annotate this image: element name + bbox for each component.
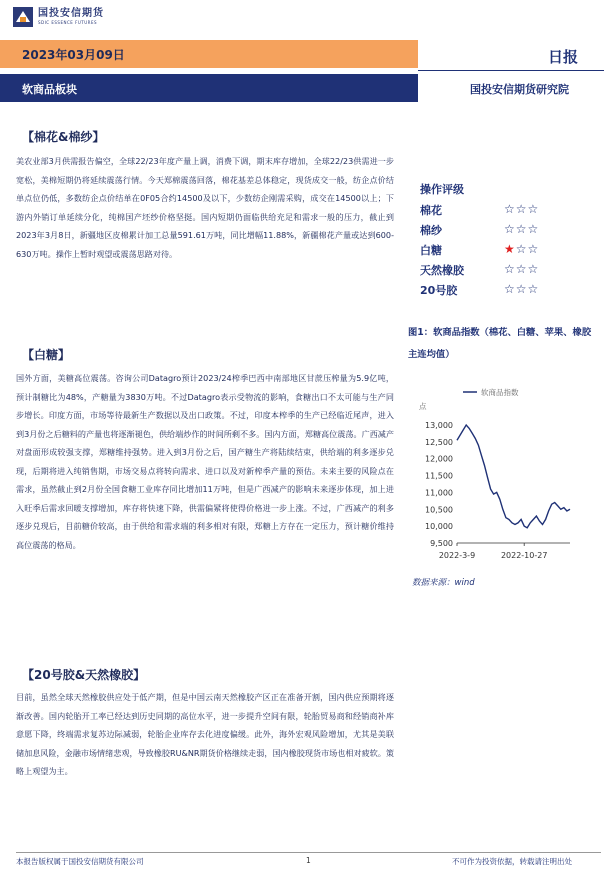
y-tick-label: 10,500 bbox=[425, 505, 453, 515]
y-tick-label: 9,500 bbox=[430, 539, 453, 548]
rating-row bbox=[420, 242, 539, 258]
figure-source: 数据来源：wind bbox=[412, 578, 475, 588]
logo-name-cn: 国投安信期货 bbox=[38, 8, 104, 19]
rating-stars bbox=[504, 222, 539, 238]
star-empty-icon: ☆ bbox=[515, 282, 528, 296]
rating-row bbox=[420, 202, 539, 218]
rating-name: 白糖 bbox=[420, 244, 442, 257]
rating-stars bbox=[504, 282, 539, 298]
section-text-sugar: 国外方面，美糖高位震荡。咨询公司Datagro预计2023/24榨季巴西中南部地区甘蔗压榨量为5.9亿吨，预计制糖比为48%，产糖量为3830万吨。不过Datagro表示受物流的影响，食糖出口不太可能与生产同步增长。印度方面，市场等待最新生产数据以及出口政策。不过，印度本榨季的生产已经临近尾声，进入到3月份之后糖料的产量也将逐渐褪色，供给端炒作的时间所剩不多。国内方面，郑糖高位震荡。广西减产对盘面形成较强支撑，郑糖维持强势。进入到3月份之后，国产糖生产将陆续结束，供给端的利多逐步兑现，后期将进入纯销售期，市场交易点将转向需求、进口以及对新榨季产量的预估。未来主要的风险点在需求，虽然截止到2月份全国食糖工业库存同比增加11万吨，但是广西减产的影响未来逐步体现，加上进入旺季后需求回暖支撑增加，库存将快速下降，供需偏紧将使得价格进一步上涨。不过，广西减产的利多逐步兑现后，目前糖价较高，由于供给和需求端的利多相对有限，郑糖上方存在一定压力，预计糖价维持高位震荡的格局。 bbox=[16, 373, 394, 550]
legend-label: 软商品指数 bbox=[481, 388, 519, 397]
rating-row bbox=[420, 222, 539, 238]
page-number: 1 bbox=[306, 856, 311, 865]
footer-copyright: 本报告版权属于国投安信期货有限公司 bbox=[16, 857, 144, 866]
rating-name: 天然橡胶 bbox=[420, 264, 464, 277]
y-tick-label: 12,000 bbox=[425, 454, 453, 464]
footer-disclaimer: 不可作为投资依据，转载请注明出处 bbox=[452, 857, 572, 866]
star-empty-icon: ☆ bbox=[515, 202, 528, 216]
logo-icon bbox=[12, 6, 34, 28]
star-empty-icon: ☆ bbox=[527, 202, 540, 216]
figure-caption: 图1：软商品指数（棉花、白糖、苹果、橡胶主连均值） bbox=[408, 327, 592, 360]
y-tick-label: 10,000 bbox=[425, 522, 453, 532]
section-title-cotton: 【棉花&棉纱】 bbox=[22, 130, 105, 144]
rating-name: 棉花 bbox=[420, 204, 442, 217]
star-empty-icon: ☆ bbox=[504, 282, 516, 296]
rating-title: 操作评级 bbox=[420, 183, 464, 196]
section-title-sugar: 【白糖】 bbox=[22, 348, 71, 362]
rating-stars bbox=[504, 202, 539, 218]
star-empty-icon: ☆ bbox=[515, 242, 528, 256]
star-empty-icon: ☆ bbox=[527, 222, 540, 236]
y-tick-label: 13,000 bbox=[425, 421, 453, 430]
x-tick-label: 2022-10-27 bbox=[500, 551, 548, 560]
rating-row bbox=[420, 282, 539, 298]
header-divider bbox=[418, 70, 604, 71]
x-tick-label: 2022-3-9 bbox=[438, 551, 476, 560]
rating-row bbox=[420, 262, 539, 278]
y-axis-unit: 点 bbox=[419, 402, 427, 411]
section-title-rubber: 【20号胶&天然橡胶】 bbox=[22, 668, 146, 682]
star-empty-icon: ☆ bbox=[515, 262, 528, 276]
section-text-cotton: 美农业部3月供需报告偏空，全球22/23年度产量上调，消费下调，期末库存增加，全球22/23供需进一步宽松，美棉短期仍将延续震荡行情。今天郑棉震荡回落，棉花基差总体稳定，现货成交一般，纺企点价结单点位仍低，多数纺企点价结单在0F05合约14500及以下，少数纺企刚需采购，成交在14500以上；下游内外销订单延续分化，纯棉国产坯纱价格坚挺。国内短期仍面临供给充足和需求一般的压力，截止到2023年3月8日，新疆地区皮棉累计加工总量591.61万吨，同比增幅11.88%，新疆棉花产量或达到600-630万吨。操作上暂时观望或震荡思路对待。 bbox=[16, 156, 394, 259]
rating-stars bbox=[504, 242, 539, 258]
report-type: 日报 bbox=[548, 48, 579, 66]
institute-name: 国投安信期货研究院 bbox=[470, 83, 569, 96]
y-tick-label: 12,500 bbox=[425, 437, 453, 447]
star-filled-icon: ★ bbox=[504, 242, 516, 256]
report-section: 软商品板块 bbox=[22, 83, 77, 96]
soft-commodity-index-chart bbox=[405, 378, 605, 568]
series-line bbox=[457, 425, 570, 528]
rating-name: 棉纱 bbox=[420, 224, 442, 237]
rating-name: 20号胶 bbox=[420, 284, 458, 297]
star-empty-icon: ☆ bbox=[527, 262, 540, 276]
star-empty-icon: ☆ bbox=[504, 202, 516, 216]
y-tick-label: 11,500 bbox=[425, 471, 453, 481]
star-empty-icon: ☆ bbox=[515, 222, 528, 236]
y-tick-label: 11,000 bbox=[425, 488, 453, 498]
logo-name-en: SDIC ESSENCE FUTURES bbox=[38, 20, 98, 25]
section-text-rubber: 目前，虽然全球天然橡胶供应处于低产期，但是中国云南天然橡胶产区正在准备开割，国内供应预期将逐渐改善。国内轮胎开工率已经达到历史同期的高位水平，进一步提升空间有限，轮胎贸易商和经销商补库意愿下降，终端需求复苏边际减弱，轮胎企业库存去化进度偏缓。此外，海外宏观风险增加，尤其是美联储加息风险，金融市场情绪悲观，导致橡胶RU&NR期货价格继续走弱，国内橡胶现货市场也相对疲软。策略上观望为主。 bbox=[16, 692, 394, 776]
footer-divider bbox=[16, 852, 601, 853]
star-empty-icon: ☆ bbox=[504, 222, 516, 236]
company-logo bbox=[12, 6, 104, 28]
rating-stars bbox=[504, 262, 539, 278]
star-empty-icon: ☆ bbox=[504, 262, 516, 276]
star-empty-icon: ☆ bbox=[527, 242, 540, 256]
star-empty-icon: ☆ bbox=[527, 282, 540, 296]
report-date: 2023年03月09日 bbox=[22, 48, 125, 62]
